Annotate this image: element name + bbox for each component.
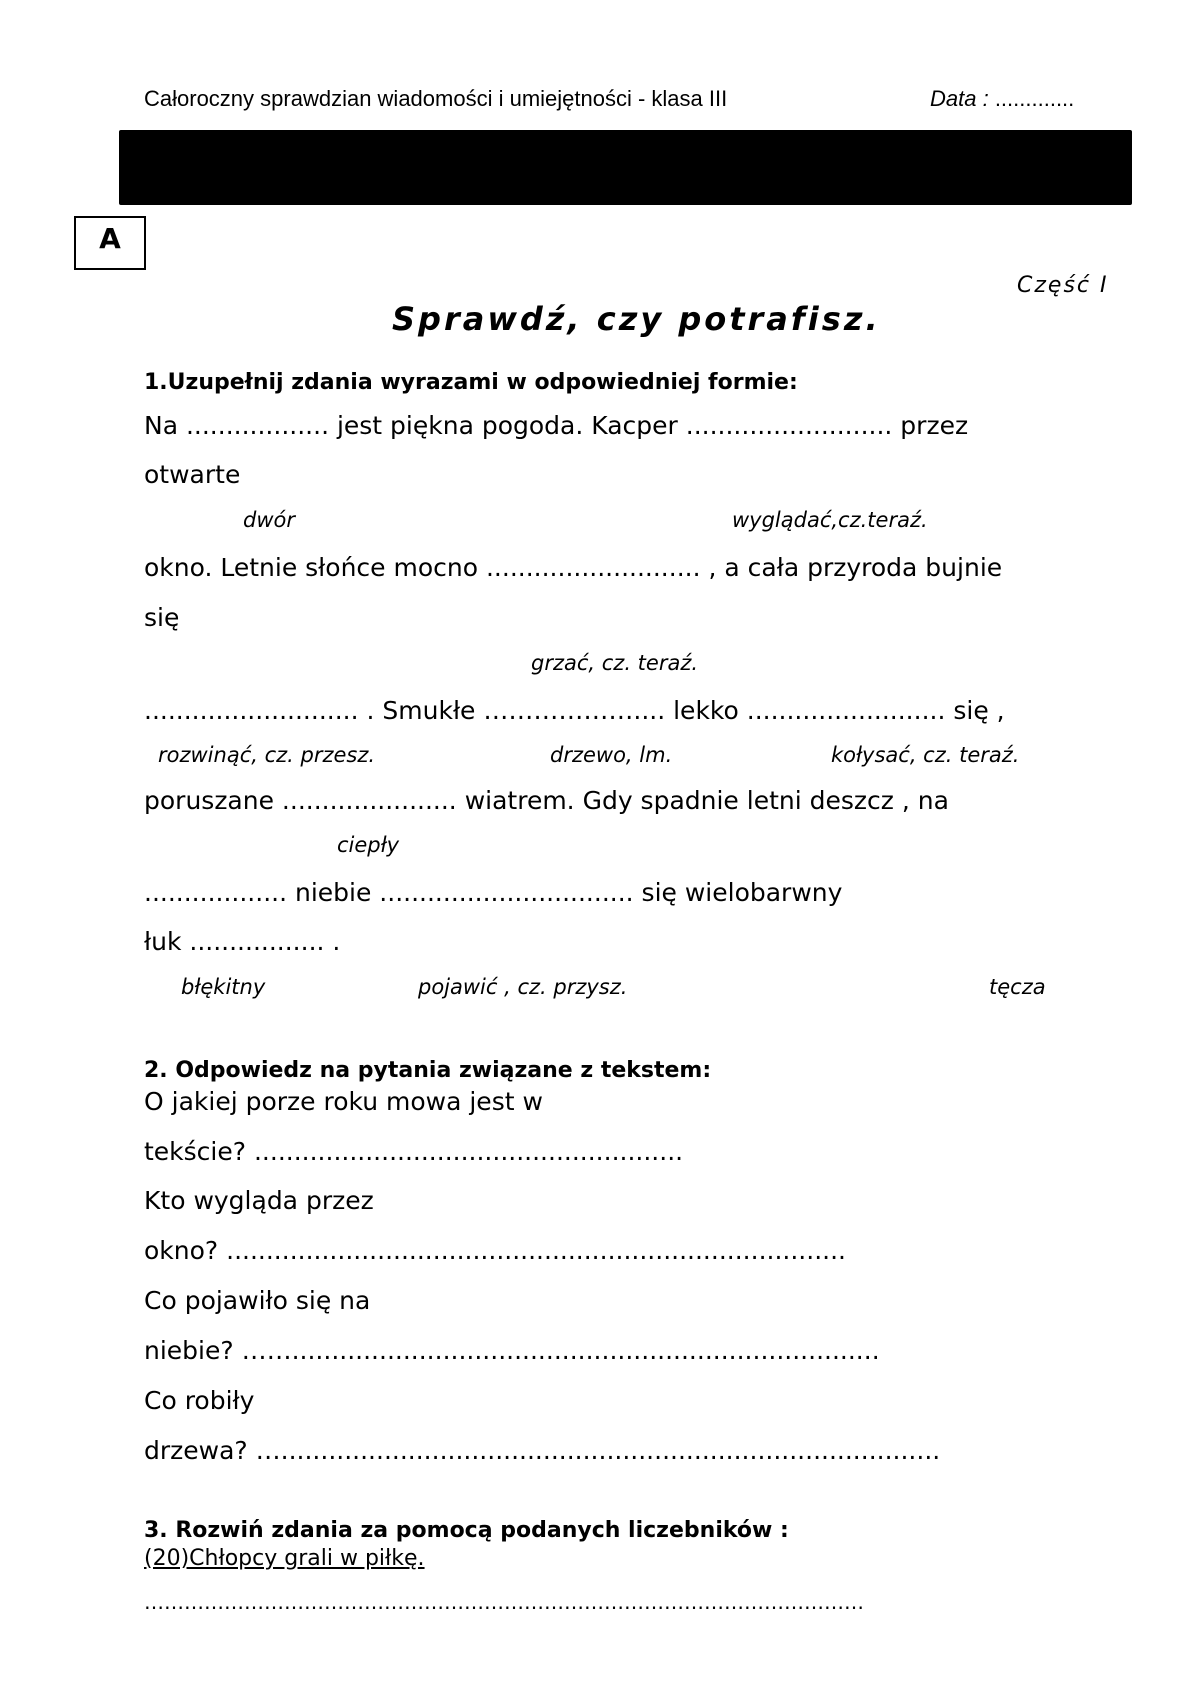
q2-line: O jakiej porze roku mowa jest w [144,1087,543,1116]
q1-line: okno. Letnie słońce mocno ........................... , a cała przyroda bujnie [144,553,1003,582]
q1-hint-cieply: ciepły [337,833,400,857]
date-value: ............. [988,86,1075,111]
q1-hint-rozwinac: rozwinąć, cz. przesz. [158,743,376,767]
q1-hint-tecza: tęcza [989,975,1046,999]
q1-line: otwarte [144,460,241,489]
q1-heading: 1.Uzupełnij zdania wyrazami w odpowiedniej formie: [144,370,798,395]
q1-line: Na .................. jest piękna pogoda. Kacper .......................... przez [144,411,969,440]
q1-line: poruszane ...................... wiatrem. Gdy spadnie letni deszcz , na [144,786,949,815]
q1-hint-blekitny: błękitny [181,975,266,999]
q1-line: .................. niebie ................................ się wielobarwny [144,878,843,907]
q1-hint-pojawic: pojawić , cz. przysz. [418,975,628,999]
q2-line: niebie? …….......................................................................... [144,1336,880,1365]
q1-line: się [144,603,180,632]
q3-heading: 3. Rozwiń zdania za pomocą podanych liczebników : [144,1518,789,1543]
q1-hint-drzewo: drzewo, lm. [550,743,673,767]
q3-answer-line: ……………………………………………………………………………………………… [144,1590,864,1614]
date-label: Data : [930,86,989,111]
q1-hint-wygladac: wyglądać,cz.teraź. [732,508,928,532]
redacted-bar [119,130,1132,205]
q1-hint-grzac: grzać, cz. teraź. [531,651,699,675]
variant-letter: A [99,222,121,255]
date-field [930,86,1074,112]
q2-heading: 2. Odpowiedz na pytania związane z tekstem: [144,1058,712,1083]
q2-line: Kto wygląda przez [144,1186,374,1215]
q1-hint-kolysac: kołysać, cz. teraź. [831,743,1020,767]
q2-line: Co robiły [144,1386,255,1415]
q1-line: łuk ................. . [144,927,341,956]
q1-line: ........................... . Smukłe ……………….... lekko ......................... się , [144,696,1005,725]
part-label: Część I [1017,273,1109,298]
q2-line: tekście? ...................................................... [144,1137,684,1166]
main-title: Sprawdź, czy potrafisz. [392,300,881,338]
q1-hint-dwor: dwór [243,508,295,532]
q3-example: (20)Chłopcy grali w piłkę. [144,1546,425,1571]
q2-line: drzewa? …................................................................................... [144,1436,941,1465]
q2-line: okno? .............................................................................. [144,1236,846,1265]
q2-line: Co pojawiło się na [144,1286,371,1315]
document-header-title: Całoroczny sprawdzian wiadomości i umiejętności - klasa III [144,86,728,111]
variant-box [74,216,146,270]
